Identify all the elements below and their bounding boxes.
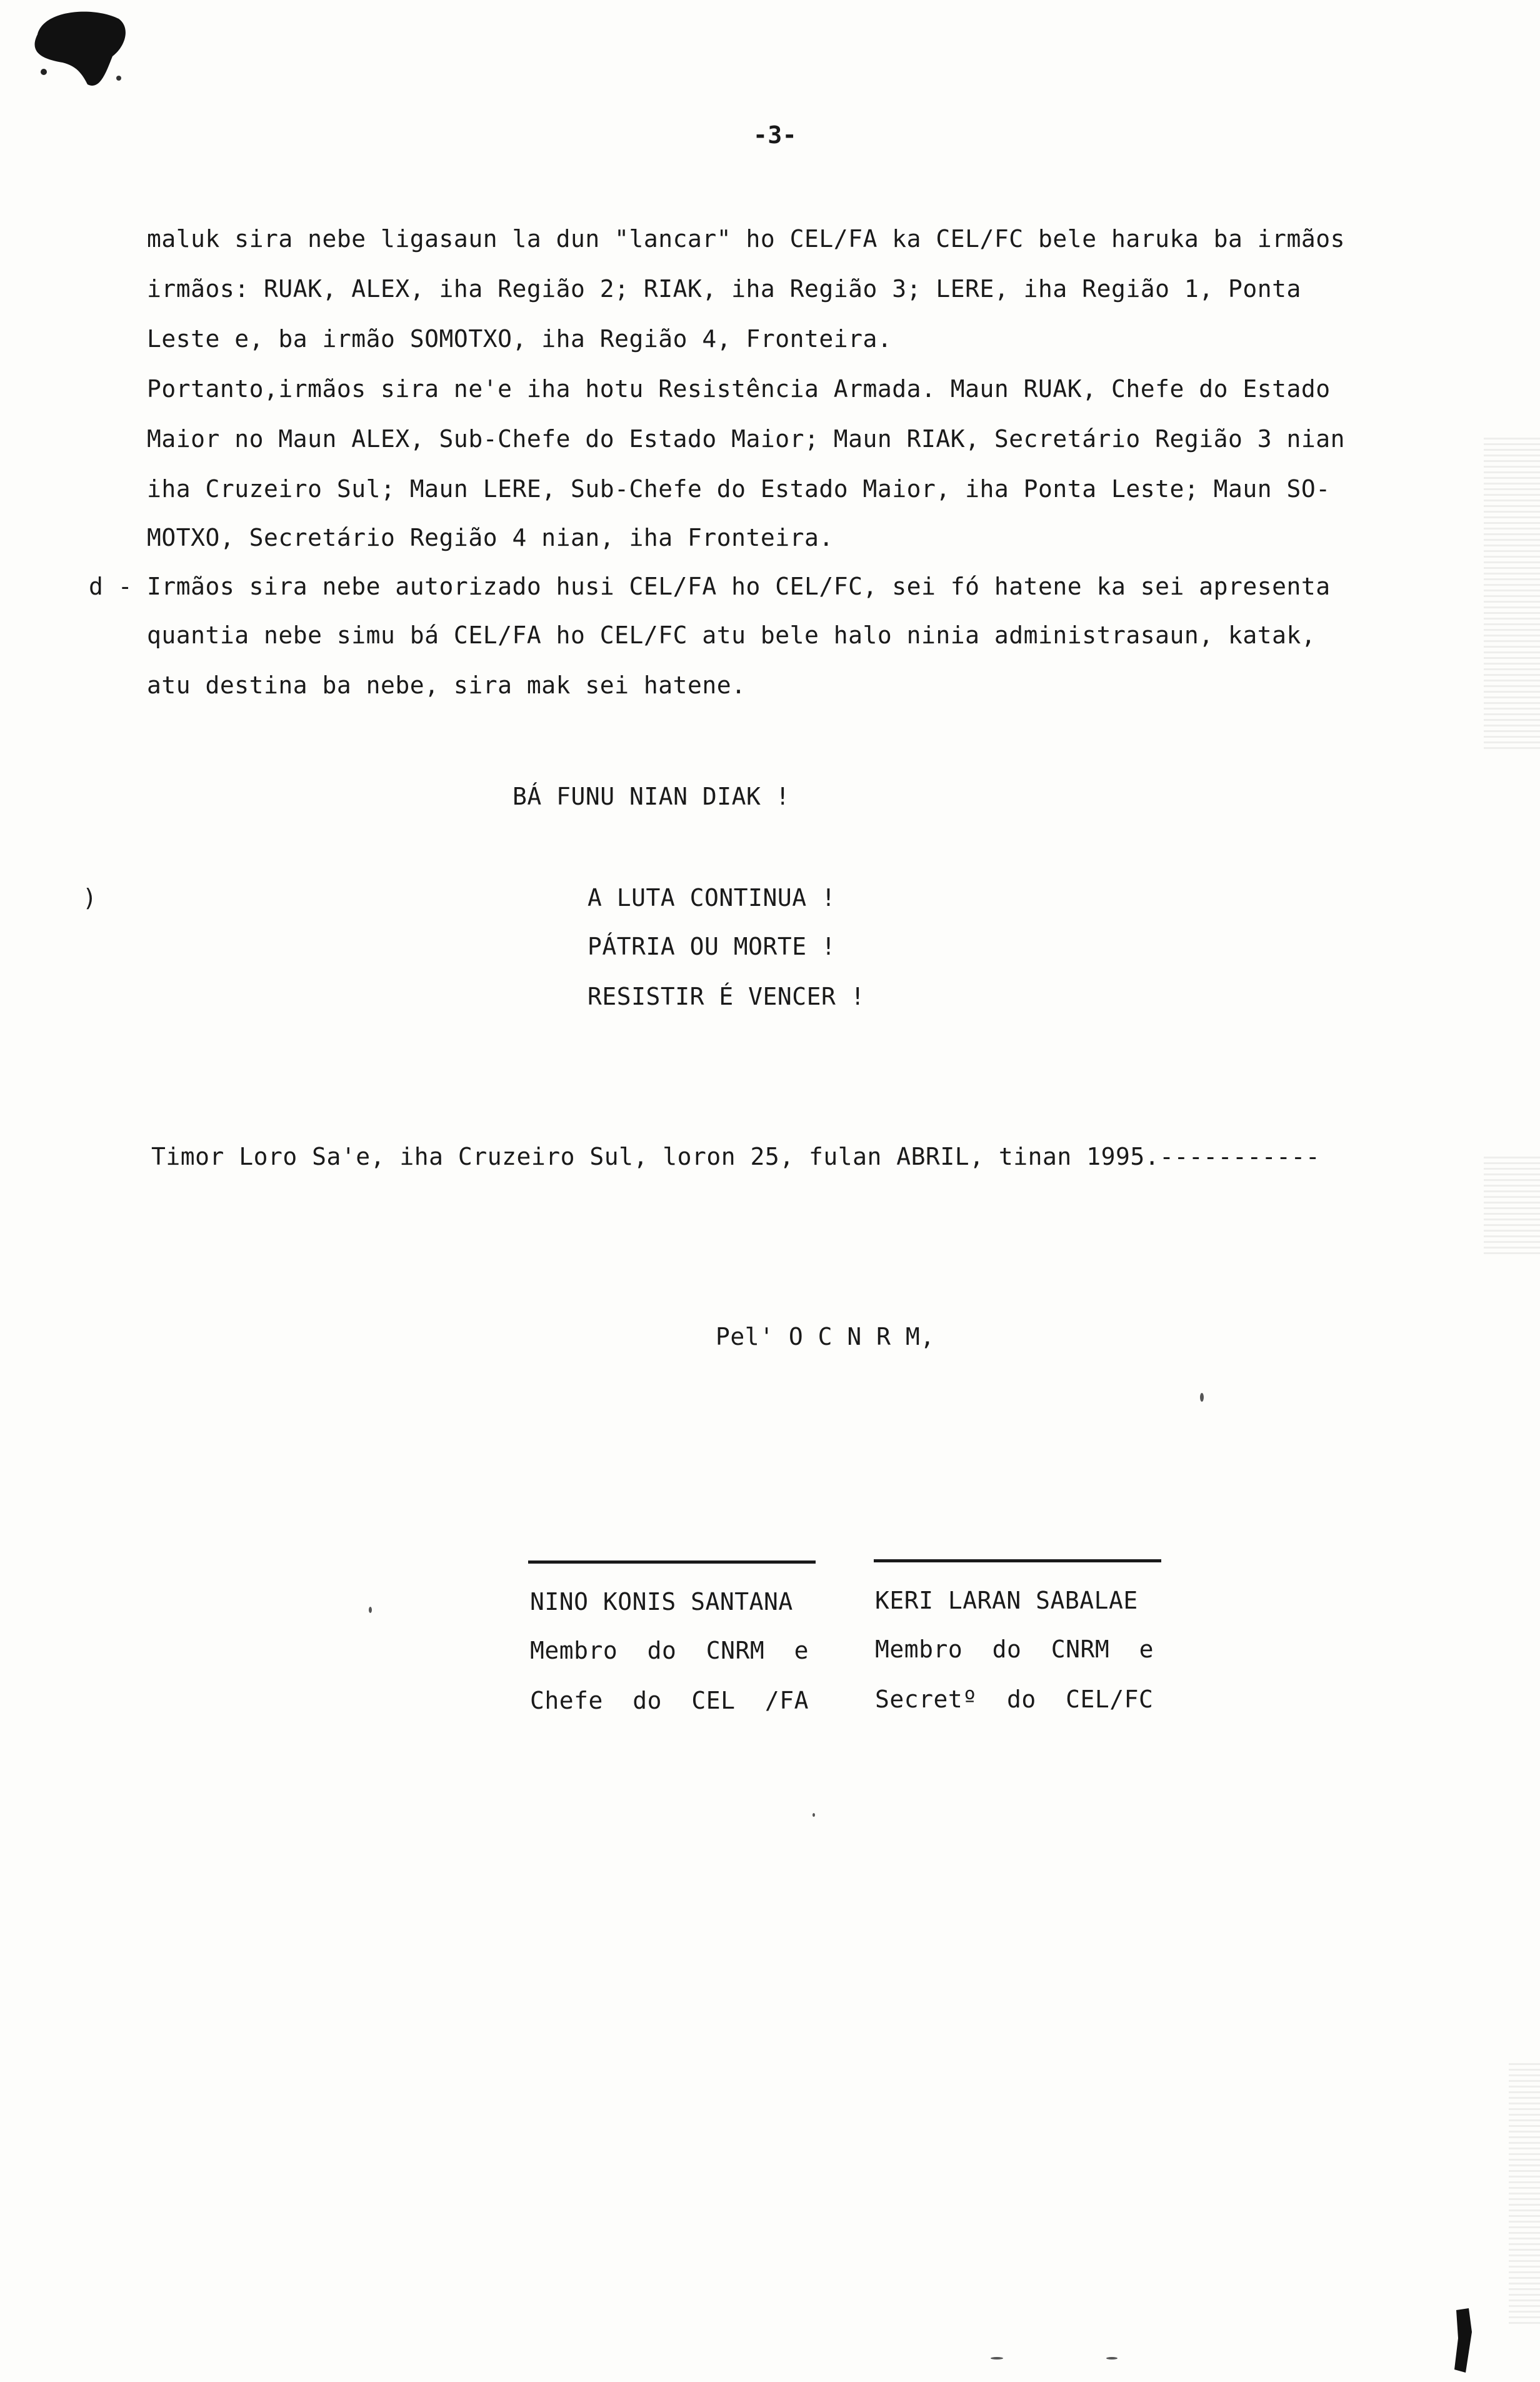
body-line: Irmãos sira nebe autorizado husi CEL/FA ho CEL/FC, sei fó hatene ka sei apresenta — [147, 573, 1331, 600]
body-line: Leste e, ba irmão SOMOTXO, iha Região 4, Fronteira. — [147, 325, 892, 353]
signatory-name: NINO KONIS SANTANA — [530, 1588, 793, 1616]
slogan: A LUTA CONTINUA ! — [588, 884, 836, 912]
signatory-role: Chefe do CEL /FA — [530, 1687, 809, 1714]
body-line: maluk sira nebe ligasaun la dun "lancar" ho CEL/FA ka CEL/FC bele haruka ba irmãos — [147, 225, 1345, 253]
margin-mark: ) — [82, 884, 98, 912]
signature-line — [528, 1560, 816, 1564]
body-line: Portanto,irmãos sira ne'e iha hotu Resistência Armada. Maun RUAK, Chefe do Estado — [147, 375, 1331, 403]
speck — [369, 1607, 372, 1613]
place-date: Timor Loro Sa'e, iha Cruzeiro Sul, loron 25, fulan ABRIL, tinan 1995.----------- — [151, 1143, 1321, 1170]
slogan: RESISTIR É VENCER ! — [588, 983, 866, 1010]
body-line: MOTXO, Secretário Região 4 nian, iha Fronteira. — [147, 524, 834, 551]
page-number: -3- — [753, 121, 798, 149]
signatory-role: Secretº do CEL/FC — [875, 1686, 1154, 1713]
signatory-name: KERI LARAN SABALAE — [875, 1587, 1138, 1614]
scan-noise — [1509, 2063, 1540, 2326]
scan-noise — [1484, 1157, 1540, 1257]
ink-mark-icon — [1447, 2307, 1478, 2376]
speck — [1106, 2357, 1118, 2359]
body-line: quantia nebe simu bá CEL/FA ho CEL/FC atu bele halo ninia administrasaun, katak, — [147, 621, 1316, 649]
body-line: irmãos: RUAK, ALEX, iha Região 2; RIAK, iha Região 3; LERE, iha Região 1, Ponta — [147, 275, 1301, 303]
speck — [1200, 1393, 1204, 1402]
body-line: iha Cruzeiro Sul; Maun LERE, Sub-Chefe do Estado Maior, iha Ponta Leste; Maun SO- — [147, 475, 1331, 503]
body-line: Maior no Maun ALEX, Sub-Chefe do Estado Maior; Maun RIAK, Secretário Região 3 nian — [147, 425, 1345, 453]
signatory-role: Membro do CNRM e — [530, 1637, 809, 1664]
signatory-role: Membro do CNRM e — [875, 1636, 1154, 1663]
speck — [812, 1813, 815, 1817]
signature-line — [874, 1559, 1161, 1562]
list-marker: d - — [89, 573, 133, 600]
slogan: PÁTRIA OU MORTE ! — [588, 933, 836, 960]
scan-noise — [1484, 438, 1540, 750]
speck — [991, 2357, 1003, 2359]
on-behalf: Pel' O C N R M, — [716, 1323, 935, 1350]
closing-line: BÁ FUNU NIAN DIAK ! — [512, 783, 791, 810]
ink-blot-icon — [25, 3, 131, 97]
body-line: atu destina ba nebe, sira mak sei hatene. — [147, 671, 746, 699]
